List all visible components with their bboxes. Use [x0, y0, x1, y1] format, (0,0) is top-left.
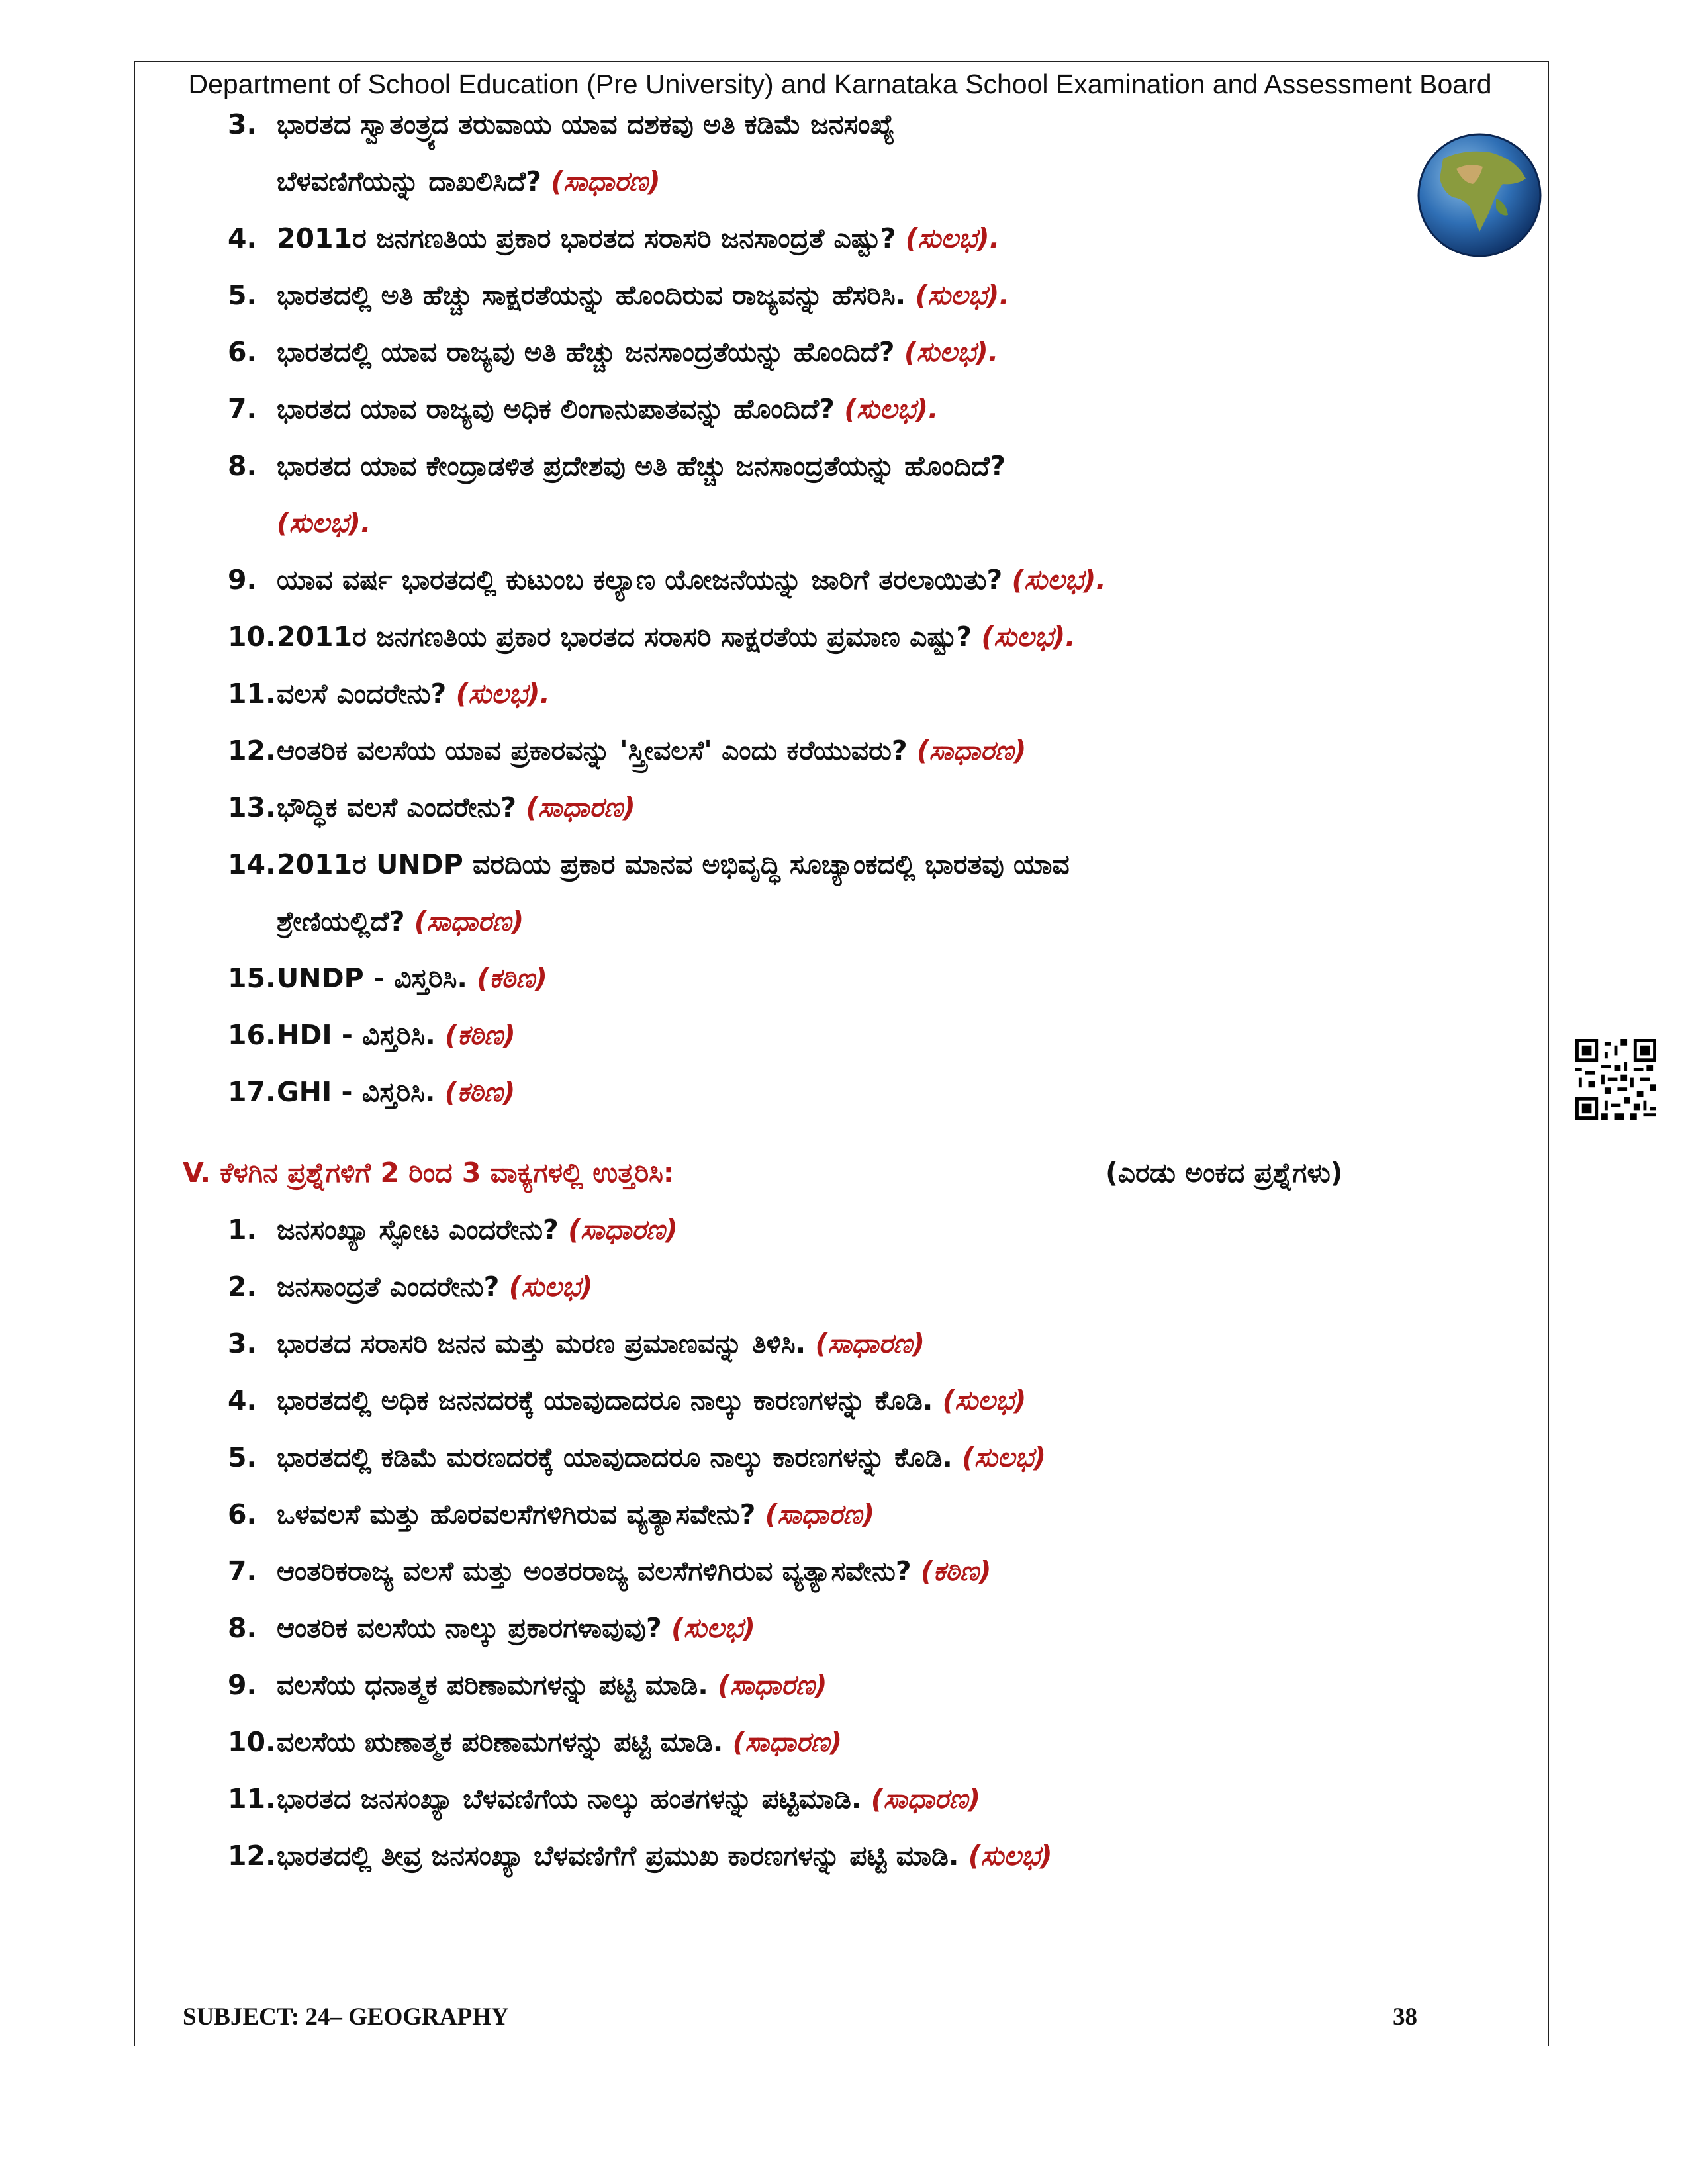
- item-text: ಆಂತರಿಕರಾಜ್ಯ ವಲಸೆ ಮತ್ತು ಅಂತರರಾಜ್ಯ ವಲಸೆಗಳಿಗಿರುವ ವ್ಯತ್ಯಾಸವೇನು?: [277, 1555, 921, 1587]
- item-number: 12.: [228, 1840, 276, 1872]
- item-number: 8.: [228, 450, 258, 482]
- item-number: 4.: [228, 1385, 258, 1416]
- item-text: ಭಾರತದಲ್ಲಿ ಅಧಿಕ ಜನನದರಕ್ಕೆ ಯಾವುದಾದರೂ ನಾಲ್ಕು ಕಾರಣಗಳನ್ನು ಕೊಡಿ.: [277, 1385, 943, 1416]
- item-number: 1.: [228, 1214, 258, 1246]
- item-number: 15.: [228, 962, 276, 994]
- difficulty-tag: (ಸುಲಭ).: [1011, 564, 1106, 596]
- item-text: HDI - ವಿಸ್ತರಿಸಿ.: [277, 1019, 445, 1051]
- item-number: 13.: [228, 792, 276, 823]
- difficulty-tag: (ಸಾಧಾರಣ): [551, 165, 661, 197]
- item-text: 2011ರ UNDP ವರದಿಯ ಪ್ರಕಾರ ಮಾನವ ಅಭಿವೃದ್ಧಿ ಸೂಚ್ಯಾಂಕದಲ್ಲಿ ಭಾರತವು ಯಾವ: [277, 848, 1070, 880]
- item-text: ಭಾರತದ ಯಾವ ರಾಜ್ಯವು ಅಧಿಕ ಲಿಂಗಾನುಪಾತವನ್ನು ಹೊಂದಿದೆ?: [277, 393, 845, 425]
- difficulty-tag: (ಸುಲಭ).: [844, 393, 939, 425]
- item-number: 10.: [228, 1726, 276, 1758]
- item-number: 9.: [228, 1669, 258, 1701]
- item-number: 8.: [228, 1612, 258, 1644]
- difficulty-tag: (ಸಾಧಾರಣ): [718, 1669, 827, 1701]
- item-text: ಭಾರತದಲ್ಲಿ ಯಾವ ರಾಜ್ಯವು ಅತಿ ಹೆಚ್ಚು ಜನಸಾಂದ್ರತೆಯನ್ನು ಹೊಂದಿದೆ?: [277, 336, 904, 368]
- difficulty-tag: (ಸುಲಭ): [962, 1441, 1046, 1473]
- item-number: 10.: [228, 621, 276, 653]
- item-number: 11.: [228, 1783, 276, 1815]
- difficulty-tag: (ಸಾಧಾರಣ): [916, 735, 1027, 766]
- page-header: Department of School Education (Pre University) and Karnataka School Examination and Assessment Board: [188, 69, 1492, 99]
- item-text: ಆಂತರಿಕ ವಲಸೆಯ ಯಾವ ಪ್ರಕಾರವನ್ನು 'ಸ್ತ್ರೀವಲಸೆ' ಎಂದು ಕರೆಯುವರು?: [277, 735, 917, 766]
- item-number: 11.: [228, 678, 276, 709]
- difficulty-tag: (ಸಾಧಾರಣ): [870, 1783, 981, 1815]
- item-number: 16.: [228, 1019, 276, 1051]
- item-text: ಭಾರತದಲ್ಲಿ ಕಡಿಮೆ ಮರಣದರಕ್ಕೆ ಯಾವುದಾದರೂ ನಾಲ್ಕು ಕಾರಣಗಳನ್ನು ಕೊಡಿ.: [277, 1441, 962, 1473]
- item-text: ಭಾರತದ ಯಾವ ಕೇಂದ್ರಾಡಳಿತ ಪ್ರದೇಶವು ಅತಿ ಹೆಚ್ಚು ಜನಸಾಂದ್ರತೆಯನ್ನು ಹೊಂದಿದೆ?: [277, 450, 1006, 482]
- difficulty-tag: (ಸುಲಭ).: [915, 279, 1009, 311]
- item-text: ಭೌದ್ಧಿಕ ವಲಸೆ ಎಂದರೇನು?: [277, 792, 526, 823]
- difficulty-tag: (ಸಾಧಾರಣ): [732, 1726, 843, 1758]
- item-text: ಭಾರತದಲ್ಲಿ ಅತಿ ಹೆಚ್ಚು ಸಾಕ್ಷರತೆಯನ್ನು ಹೊಂದಿರುವ ರಾಜ್ಯವನ್ನು ಹೆಸರಿಸಿ.: [277, 279, 915, 311]
- difficulty-tag: (ಸುಲಭ).: [904, 336, 999, 368]
- difficulty-tag: (ಸುಲಭ): [968, 1840, 1053, 1872]
- item-text: ಭಾರತದ ಜನಸಂಖ್ಯಾ ಬೆಳವಣಿಗೆಯ ನಾಲ್ಕು ಹಂತಗಳನ್ನು ಪಟ್ಟಿಮಾಡಿ.: [277, 1783, 871, 1815]
- difficulty-tag: (ಸುಲಭ): [942, 1385, 1027, 1416]
- item-number: 5.: [228, 1441, 258, 1473]
- item-text: ಜನಸಾಂದ್ರತೆ ಎಂದರೇನು?: [277, 1271, 509, 1302]
- difficulty-tag: (ಸಾಧಾರಣ): [526, 792, 635, 823]
- difficulty-tag: (ಸುಲಭ): [508, 1271, 593, 1302]
- page-number: 38: [1393, 2003, 1417, 2030]
- item-text: ಭಾರತದ ಸರಾಸರಿ ಜನನ ಮತ್ತು ಮರಣ ಪ್ರಮಾಣವನ್ನು ತಿಳಿಸಿ.: [277, 1328, 816, 1359]
- item-text: ಯಾವ ವರ್ಷ ಭಾರತದಲ್ಲಿ ಕುಟುಂಬ ಕಲ್ಯಾಣ ಯೋಜನೆಯನ್ನು ಜಾರಿಗೆ ತರಲಾಯಿತು?: [277, 564, 1012, 596]
- item-text: ಭಾರತದ ಸ್ವಾತಂತ್ರ್ಯದ ತರುವಾಯ ಯಾವ ದಶಕವು ಅತಿ ಕಡಿಮೆ ಜನಸಂಖ್ಯೆ: [277, 109, 895, 140]
- list-item-continuation: [277, 507, 371, 539]
- item-text: ಶ್ರೇಣಿಯಲ್ಲಿದೆ?: [277, 905, 414, 937]
- difficulty-tag: (ಕಠಿಣ): [445, 1019, 516, 1051]
- item-text: ಒಳವಲಸೆ ಮತ್ತು ಹೊರವಲಸೆಗಳಿಗಿರುವ ವ್ಯತ್ಯಾಸವೇನು?: [277, 1498, 765, 1530]
- difficulty-tag: (ಸುಲಭ).: [455, 678, 551, 709]
- difficulty-tag: (ಸುಲಭ): [671, 1612, 755, 1644]
- item-number: 12.: [228, 735, 276, 766]
- difficulty-tag: (ಸುಲಭ).: [277, 507, 371, 539]
- globe-icon: [1417, 132, 1542, 258]
- item-number: 14.: [228, 848, 276, 880]
- item-number: 7.: [228, 1555, 258, 1587]
- item-text: GHI - ವಿಸ್ತರಿಸಿ.: [277, 1076, 445, 1108]
- item-number: 7.: [228, 393, 258, 425]
- section-v-marks: (ಎರಡು ಅಂಕದ ಪ್ರಶ್ನೆಗಳು): [1105, 1157, 1343, 1189]
- item-number: 6.: [228, 1498, 258, 1530]
- item-number: 6.: [228, 336, 258, 368]
- item-text: ಆಂತರಿಕ ವಲಸೆಯ ನಾಲ್ಕು ಪ್ರಕಾರಗಳಾವುವು?: [277, 1612, 672, 1644]
- qr-code-icon: [1575, 1039, 1656, 1120]
- item-number: 9.: [228, 564, 258, 596]
- difficulty-tag: (ಕಠಿಣ): [477, 962, 547, 994]
- item-number: 3.: [228, 1328, 258, 1359]
- item-text: 2011ರ ಜನಗಣತಿಯ ಪ್ರಕಾರ ಭಾರತದ ಸರಾಸರಿ ಜನಸಾಂದ್ರತೆ ಎಷ್ಟು?: [277, 222, 906, 254]
- item-text: UNDP - ವಿಸ್ತರಿಸಿ.: [277, 962, 477, 994]
- difficulty-tag: (ಸಾಧಾರಣ): [414, 905, 524, 937]
- difficulty-tag: (ಸುಲಭ).: [981, 621, 1076, 653]
- item-text: ವಲಸೆ ಎಂದರೇನು?: [277, 678, 456, 709]
- footer-subject: SUBJECT: 24– GEOGRAPHY: [183, 2003, 509, 2030]
- item-number: 5.: [228, 279, 258, 311]
- item-text: ವಲಸೆಯ ಋಣಾತ್ಮಕ ಪರಿಣಾಮಗಳನ್ನು ಪಟ್ಟಿ ಮಾಡಿ.: [277, 1726, 733, 1758]
- item-text: 2011ರ ಜನಗಣತಿಯ ಪ್ರಕಾರ ಭಾರತದ ಸರಾಸರಿ ಸಾಕ್ಷರತೆಯ ಪ್ರಮಾಣ ಎಷ್ಟು?: [277, 621, 982, 653]
- section-v-heading: V. ಕೆಳಗಿನ ಪ್ರಶ್ನೆಗಳಿಗೆ 2 ರಿಂದ 3 ವಾಕ್ಯಗಳಲ್ಲಿ ಉತ್ತರಿಸಿ:: [183, 1157, 675, 1189]
- difficulty-tag: (ಸಾಧಾರಣ): [815, 1328, 925, 1359]
- difficulty-tag: (ಸುಲಭ).: [905, 222, 1000, 254]
- difficulty-tag: (ಕಠಿಣ): [920, 1555, 992, 1587]
- difficulty-tag: (ಕಠಿಣ): [444, 1076, 516, 1108]
- item-number: 17.: [228, 1076, 276, 1108]
- difficulty-tag: (ಸಾಧಾರಣ): [568, 1214, 678, 1246]
- list-item-continuation: [277, 165, 661, 198]
- item-text: ಬೆಳವಣಿಗೆಯನ್ನು ದಾಖಲಿಸಿದೆ?: [277, 165, 551, 197]
- difficulty-tag: (ಸಾಧಾರಣ): [765, 1498, 875, 1530]
- item-number: 4.: [228, 222, 258, 254]
- list-item-continuation: [277, 905, 524, 938]
- item-number: 3.: [228, 109, 258, 140]
- item-number: 2.: [228, 1271, 258, 1302]
- item-text: ಭಾರತದಲ್ಲಿ ತೀವ್ರ ಜನಸಂಖ್ಯಾ ಬೆಳವಣಿಗೆಗೆ ಪ್ರಮುಖ ಕಾರಣಗಳನ್ನು ಪಟ್ಟಿ ಮಾಡಿ.: [277, 1840, 968, 1872]
- item-text: ಜನಸಂಖ್ಯಾ ಸ್ಫೋಟ ಎಂದರೇನು?: [277, 1214, 569, 1246]
- item-text: ವಲಸೆಯ ಧನಾತ್ಮಕ ಪರಿಣಾಮಗಳನ್ನು ಪಟ್ಟಿ ಮಾಡಿ.: [277, 1669, 718, 1701]
